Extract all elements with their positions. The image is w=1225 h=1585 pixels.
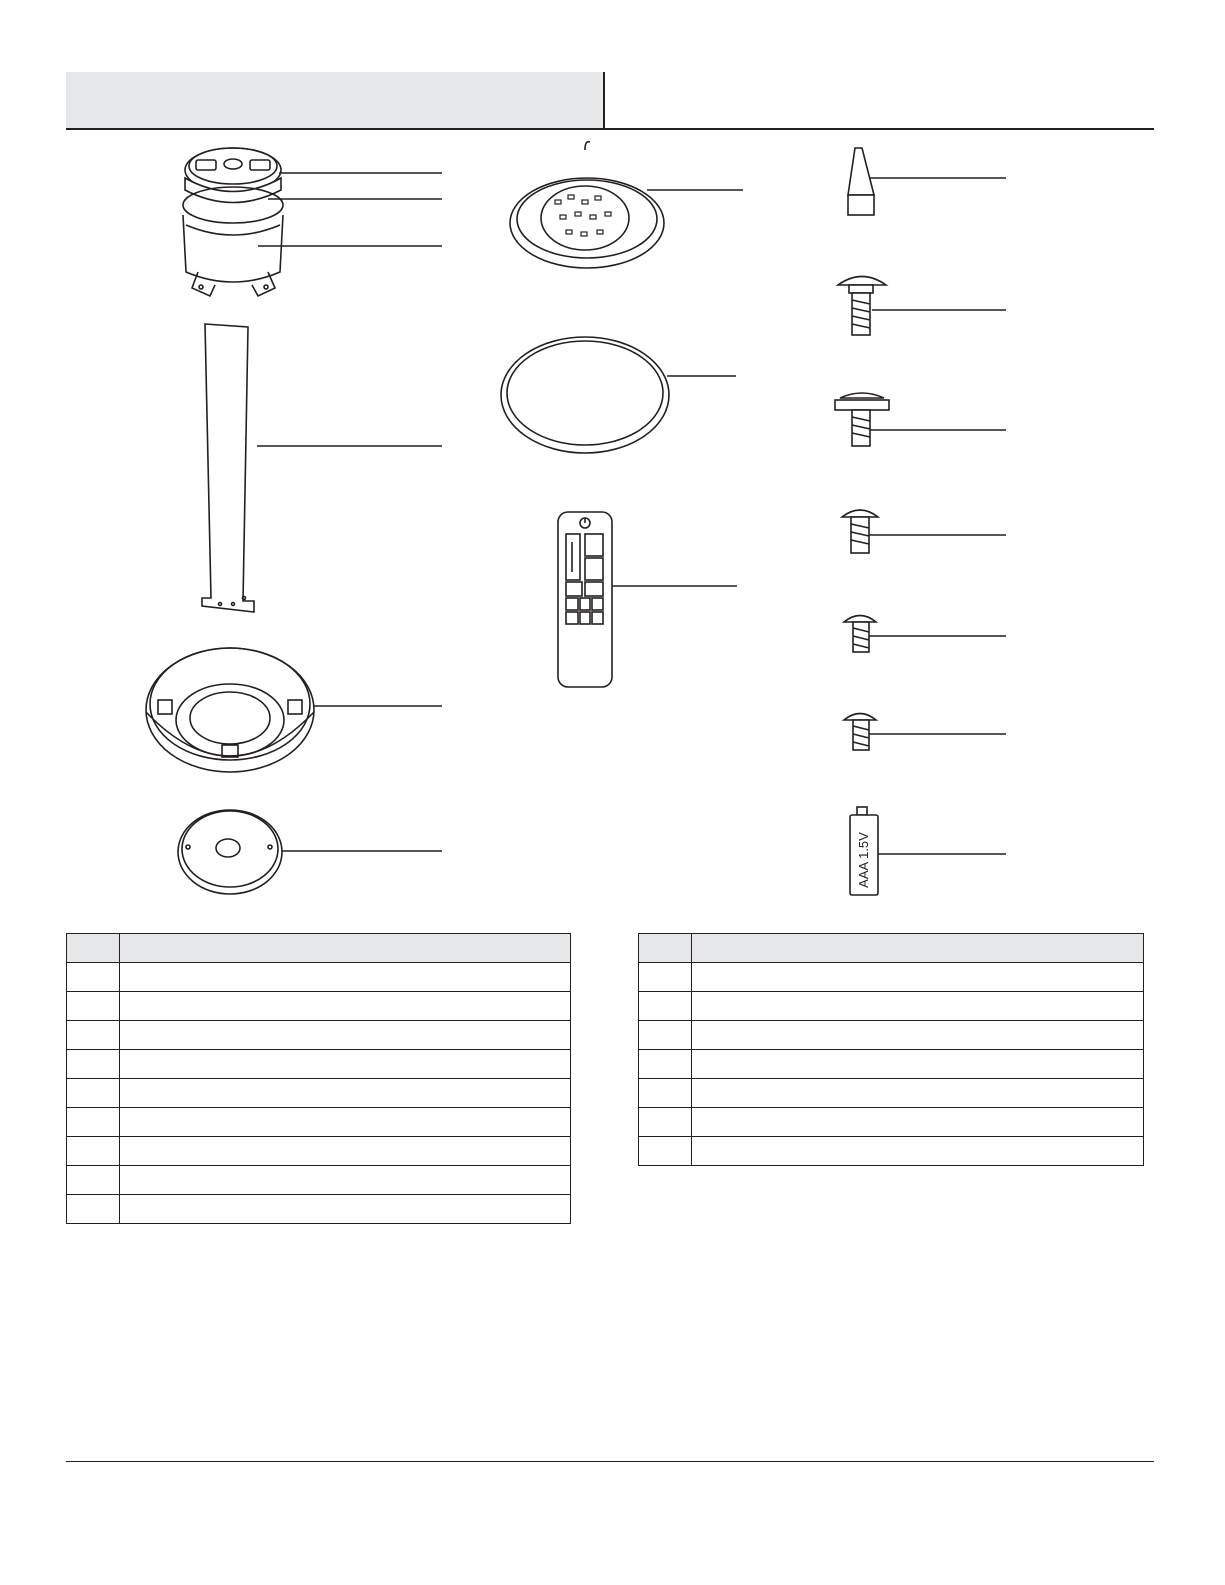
part-id-cell <box>67 1137 120 1166</box>
footer-rule <box>66 1461 1154 1462</box>
battery-label: AAA 1.5V <box>856 832 871 888</box>
part-desc-cell <box>692 1137 1144 1166</box>
table-row <box>67 963 571 992</box>
part-desc-cell <box>692 1021 1144 1050</box>
part-id-cell <box>67 963 120 992</box>
part-id-cell <box>67 1050 120 1079</box>
part-id-cell <box>639 1108 692 1137</box>
part-id-cell <box>639 1137 692 1166</box>
table-row <box>639 1050 1144 1079</box>
remote-control-illustration <box>558 512 612 687</box>
canopy-plate-illustration <box>178 810 282 894</box>
parts-table-left <box>66 933 571 1224</box>
part-desc-cell <box>120 1195 571 1224</box>
part-desc-cell <box>692 1079 1144 1108</box>
screw-b-illustration <box>835 393 889 446</box>
wire-nut-illustration <box>848 148 874 215</box>
table-header-row <box>639 934 1144 963</box>
motor-assembly-illustration <box>183 148 283 296</box>
table-row <box>639 1021 1144 1050</box>
table-header-row <box>67 934 571 963</box>
table-row <box>67 1079 571 1108</box>
part-desc-cell <box>692 1108 1144 1137</box>
part-id-cell <box>67 1108 120 1137</box>
table-row <box>67 1195 571 1224</box>
part-id-cell <box>639 1021 692 1050</box>
parts-table-right <box>638 933 1144 1166</box>
screw-c-illustration <box>842 510 878 553</box>
part-id-cell <box>639 1079 692 1108</box>
part-id-cell <box>67 992 120 1021</box>
table-row <box>639 1079 1144 1108</box>
part-id-cell <box>67 1079 120 1108</box>
header-divider <box>603 72 605 130</box>
table-row <box>639 992 1144 1021</box>
fan-blade-illustration <box>202 324 254 612</box>
table-row <box>639 963 1144 992</box>
glass-shade-illustration <box>501 337 669 453</box>
table-row <box>67 1166 571 1195</box>
part-desc-cell <box>692 1050 1144 1079</box>
table-row <box>67 992 571 1021</box>
screw-a-illustration <box>838 277 886 336</box>
header-cell <box>639 934 692 963</box>
part-desc-cell <box>692 963 1144 992</box>
part-desc-cell <box>120 1079 571 1108</box>
part-desc-cell <box>120 1050 571 1079</box>
screw-d-illustration <box>844 616 876 653</box>
battery-illustration <box>850 807 878 895</box>
part-id-cell <box>67 1021 120 1050</box>
table-row <box>67 1137 571 1166</box>
part-id-cell <box>639 963 692 992</box>
table-row <box>67 1108 571 1137</box>
part-id-cell <box>67 1166 120 1195</box>
part-id-cell <box>639 992 692 1021</box>
table-row <box>67 1021 571 1050</box>
header-cell <box>120 934 571 963</box>
screw-e-illustration <box>844 714 876 751</box>
part-id-cell <box>67 1195 120 1224</box>
part-desc-cell <box>120 1137 571 1166</box>
part-desc-cell <box>120 1021 571 1050</box>
part-desc-cell <box>120 992 571 1021</box>
section-header-box <box>66 72 604 130</box>
table-row <box>639 1108 1144 1137</box>
header-cell <box>67 934 120 963</box>
parts-illustration <box>0 130 1225 910</box>
part-desc-cell <box>120 963 571 992</box>
part-desc-cell <box>120 1108 571 1137</box>
table-row <box>67 1050 571 1079</box>
light-kit-illustration <box>510 142 664 268</box>
mounting-ring-illustration <box>146 648 314 772</box>
table-row <box>639 1137 1144 1166</box>
part-desc-cell <box>692 992 1144 1021</box>
part-id-cell <box>639 1050 692 1079</box>
part-desc-cell <box>120 1166 571 1195</box>
header-cell <box>692 934 1144 963</box>
